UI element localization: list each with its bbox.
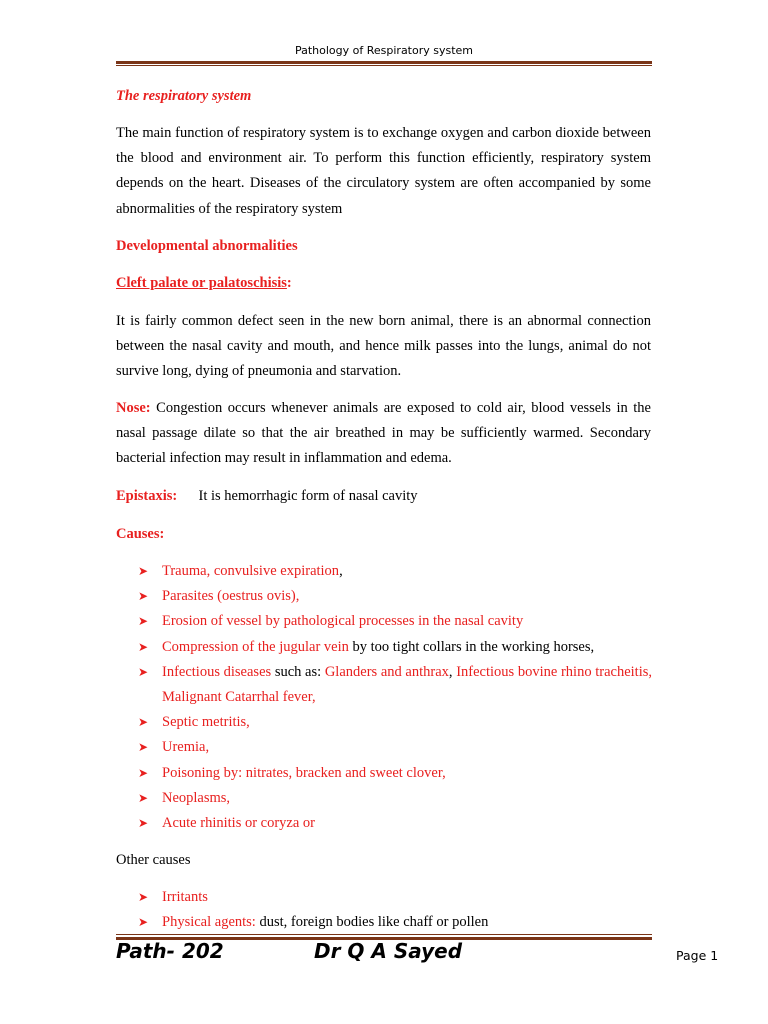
cause-text: Trauma, convulsive expiration [162,563,340,579]
list-item [116,885,652,910]
cause-text: Poisoning by: nitrates, bracken and sweet clover, [162,764,446,781]
cause-text: Physical agents: [162,914,256,931]
cause-text: Erosion of vessel by pathological processes in the nasal cavity [162,613,524,630]
cause-text-2: Glanders and anthrax [324,663,449,680]
list-item [116,660,652,710]
epistaxis-label: Epistaxis: [116,488,178,504]
arrow-bullet-icon: ➤ [138,915,149,930]
arrow-bullet-icon: ➤ [138,664,149,679]
epistaxis-line [116,484,651,509]
cleft-heading: Cleft palate or palatoschisis [116,275,287,291]
cause-suffix: by too tight collars in the working horses, [348,638,595,655]
cause-text: Infectious diseases [162,663,272,680]
cause-suffix: dust, foreign bodies like chaff or pollen [255,914,489,931]
page-number: Page 1 [676,948,719,963]
list-item [116,559,652,584]
header-rule [116,61,652,64]
list-item [116,811,652,836]
arrow-bullet-icon: ➤ [138,589,149,604]
nose-label: Nose: [116,400,151,416]
cause-text: Parasites (oestrus ovis), [162,588,300,605]
nose-paragraph [116,396,651,472]
list-item [116,761,652,786]
epistaxis-text: It is hemorrhagic form of nasal cavity [198,488,418,504]
cause-text: Septic metritis, [162,714,250,731]
cleft-heading-line [116,271,651,296]
list-item [116,584,652,609]
footer-rule-thin [116,934,652,935]
footer-course-code: Path- 202 [116,939,224,963]
nose-text: Congestion occurs whenever animals are exposed to cold air, blood vessels in the nasal passage dilate so that the air breathed in may be sufficiently warmed. Secondary bacterial infection may result in inflammation and edema. [116,400,651,467]
arrow-bullet-icon: ➤ [138,790,149,805]
causes-heading: Causes: [116,526,165,542]
running-header: Pathology of Respiratory system [294,44,474,57]
footer-author: Dr Q A Sayed [314,939,463,963]
cleft-heading-colon: : [286,275,292,291]
developmental-heading: Developmental abnormalities [116,238,298,254]
arrow-bullet-icon: ➤ [138,614,149,629]
cause-text: Irritants [162,889,208,905]
cleft-paragraph: It is fairly common defect seen in the new born animal, there is an abnormal connection between the nasal cavity and mouth, and hence milk passes into the lungs, animal do not survive long, dying of pneumonia and starvation. [116,313,651,380]
arrow-bullet-icon: ➤ [138,715,149,730]
cause-connector-2: , [448,663,457,680]
cause-text: Neoplasms, [162,789,231,806]
list-item [116,635,652,660]
causes-list [116,559,652,836]
cause-text: Uremia, [162,739,210,756]
arrow-bullet-icon: ➤ [138,890,149,904]
arrow-bullet-icon: ➤ [138,765,149,780]
arrow-bullet-icon: ➤ [138,816,149,831]
header-rule-thin [116,65,652,66]
arrow-bullet-icon: ➤ [138,564,149,578]
list-item [116,609,652,634]
cause-suffix: , [339,563,343,579]
other-causes-label: Other causes [116,852,191,868]
other-causes-list [116,885,652,935]
cause-text: Acute rhinitis or coryza or [162,815,316,832]
cause-connector: such as: [271,663,325,680]
list-item [116,910,652,935]
list-item [116,735,652,760]
section-title: The respiratory system [116,88,252,104]
cause-text-3: Infectious bovine rhino tracheitis, Malignant Catarrhal fever, [162,663,652,706]
arrow-bullet-icon: ➤ [138,740,149,755]
list-item [116,786,652,811]
intro-paragraph: The main function of respiratory system is to exchange oxygen and carbon dioxide between the blood and environment air. To perform this function efficiently, respiratory system depends on the heart. Diseases of the circulatory system are often accompanied by some abnormalities of the respiratory system [116,125,651,217]
arrow-bullet-icon: ➤ [138,639,149,654]
list-item [116,710,652,735]
cause-text: Compression of the jugular vein [162,638,349,655]
